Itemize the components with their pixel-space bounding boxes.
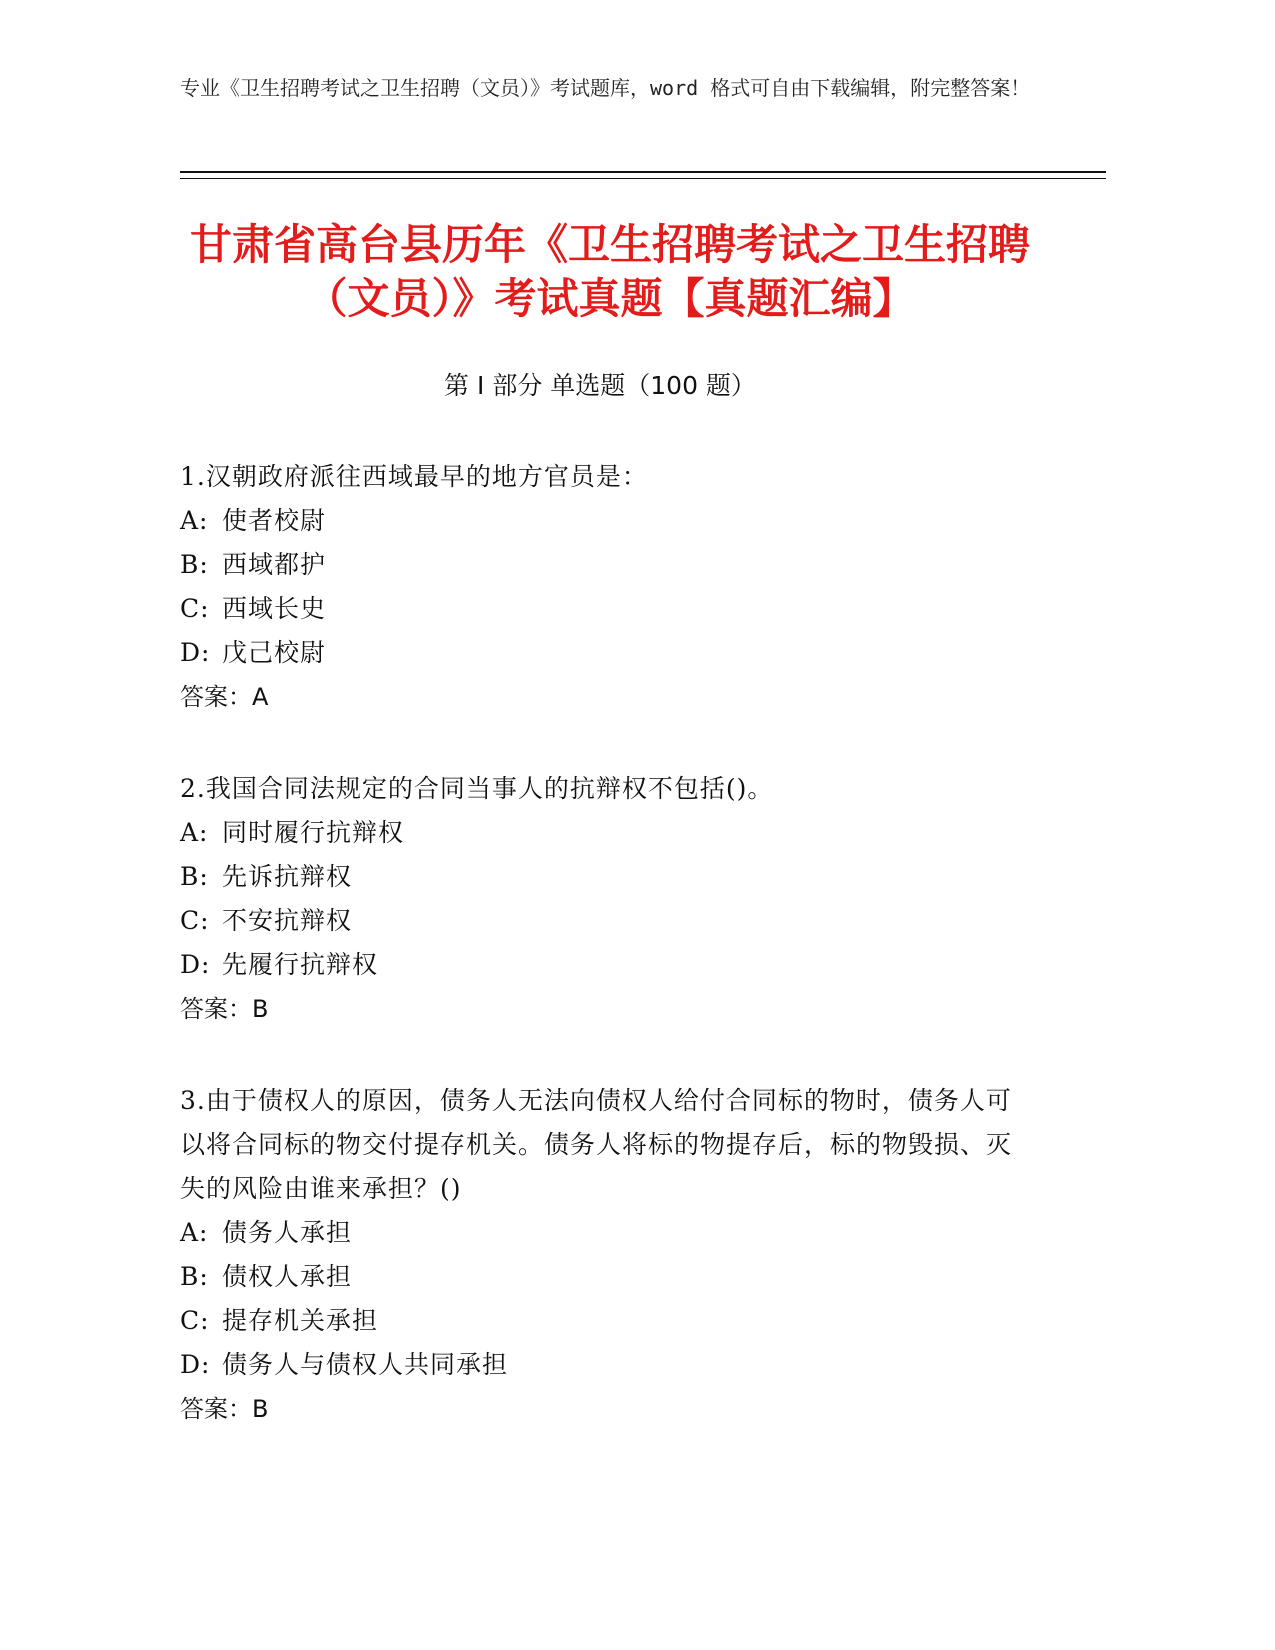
question-3 (180, 1079, 1020, 1431)
option-letter: B: (180, 1262, 209, 1291)
option-c (180, 1299, 1020, 1343)
option-letter: D: (180, 638, 211, 667)
option-b (180, 543, 1020, 587)
option-text: 西域都护 (222, 550, 327, 579)
answer-line: 答案：B (180, 995, 269, 1023)
option-c (180, 587, 1020, 631)
option-b (180, 1255, 1020, 1299)
option-a (180, 811, 1020, 855)
question-stem: 3.由于债权人的原因，债务人无法向债权人给付合同标的物时，债务人可以将合同标的物交付提存机关。债务人将标的物提存后，标的物毁损、灭失的风险由谁来承担？() (180, 1086, 1013, 1203)
option-letter: A: (180, 506, 209, 535)
option-text: 使者校尉 (222, 506, 327, 535)
option-text: 戊己校尉 (222, 638, 327, 667)
question-stem: 1.汉朝政府派往西域最早的地方官员是： (180, 462, 648, 491)
option-d (180, 1343, 1020, 1387)
option-letter: A: (180, 818, 209, 847)
option-letter: D: (180, 1350, 211, 1379)
answer-line: 答案：A (180, 683, 269, 711)
option-letter: D: (180, 950, 211, 979)
question-stem: 2.我国合同法规定的合同当事人的抗辩权不包括()。 (180, 774, 774, 803)
option-letter: C: (180, 1306, 210, 1335)
option-text: 先履行抗辩权 (222, 950, 379, 979)
question-2 (180, 767, 1020, 1031)
option-d (180, 943, 1020, 987)
header-divider-thick (180, 171, 1106, 173)
option-text: 债务人承担 (222, 1218, 353, 1247)
question-1 (180, 455, 1020, 719)
option-text: 西域长史 (222, 594, 327, 623)
header-divider-thin (180, 178, 1106, 179)
document-title: 甘肃省高台县历年《卫生招聘考试之卫生招聘（文员）》考试真题【真题汇编】 (189, 220, 1030, 323)
section-heading: 第 I 部分 单选题（100 题） (444, 371, 756, 400)
option-text: 同时履行抗辩权 (222, 818, 405, 847)
option-text: 债权人承担 (222, 1262, 353, 1291)
option-c (180, 899, 1020, 943)
option-a (180, 499, 1020, 543)
option-letter: A: (180, 1218, 209, 1247)
option-b (180, 855, 1020, 899)
option-letter: C: (180, 906, 210, 935)
question-list (180, 455, 1020, 1479)
option-d (180, 631, 1020, 675)
option-text: 先诉抗辩权 (222, 862, 353, 891)
option-text: 不安抗辩权 (222, 906, 353, 935)
option-text: 债务人与债权人共同承担 (222, 1350, 509, 1379)
option-letter: B: (180, 862, 209, 891)
option-text: 提存机关承担 (222, 1306, 379, 1335)
answer-line: 答案：B (180, 1395, 269, 1423)
header-note: 专业《卫生招聘考试之卫生招聘（文员）》考试题库，word 格式可自由下载编辑，附完整答案！ (180, 76, 1031, 100)
option-a (180, 1211, 1020, 1255)
option-letter: B: (180, 550, 209, 579)
option-letter: C: (180, 594, 210, 623)
